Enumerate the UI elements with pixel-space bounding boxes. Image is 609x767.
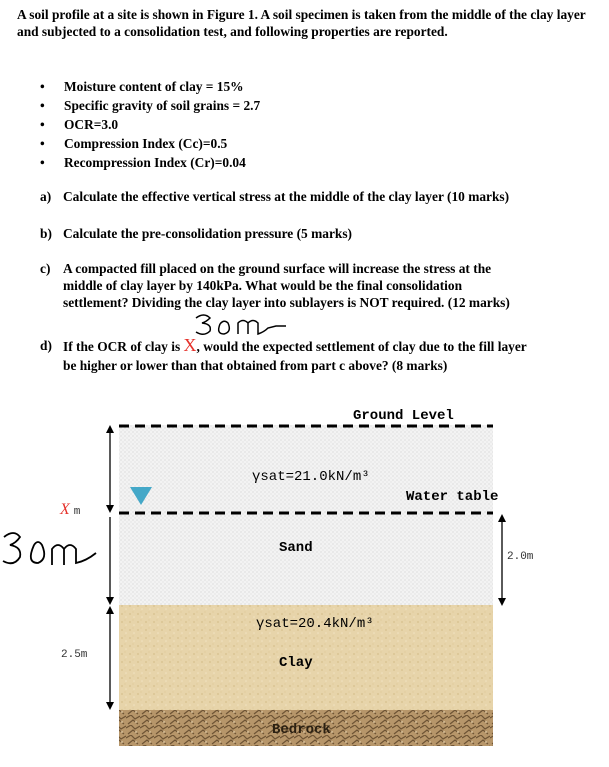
question-d bbox=[40, 337, 605, 373]
question-text-line: If the OCR of clay is X, would the expected settlement of clay due to the fill layer bbox=[63, 335, 527, 355]
x-unit: m bbox=[73, 506, 81, 518]
bullet-icon: • bbox=[40, 117, 45, 132]
dimension-label-right: 2.0m bbox=[507, 551, 534, 563]
x-depth-label bbox=[60, 501, 80, 519]
sand-unit-weight: γsat=21.0kN/m³ bbox=[252, 469, 370, 485]
arrow-down-icon bbox=[498, 598, 506, 606]
question-text: Calculate the pre-consolidation pressure (5 marks) bbox=[63, 226, 353, 241]
water-table-label: Water table bbox=[406, 489, 499, 505]
arrow-down-icon bbox=[106, 505, 114, 513]
bullet-icon: • bbox=[40, 155, 45, 170]
question-text: Calculate the effective vertical stress at the middle of the clay layer (10 marks) bbox=[63, 189, 510, 204]
x-symbol: X bbox=[60, 501, 70, 518]
dimension-label-clay: 2.5m bbox=[61, 649, 88, 661]
property-recompression-index: • Recompression Index (Cr)=0.04 bbox=[40, 155, 246, 170]
bullet-icon: • bbox=[40, 136, 45, 151]
question-letter: b) bbox=[40, 226, 52, 241]
clay-label: Clay bbox=[279, 655, 313, 671]
question-text-line: be higher or lower than that obtained from part c above? (8 marks) bbox=[63, 358, 448, 373]
arrow-up-icon bbox=[106, 425, 114, 433]
question-letter: a) bbox=[40, 189, 52, 204]
property-moisture: • Moisture content of clay = 15% bbox=[40, 79, 244, 94]
property-ocr: • OCR=3.0 bbox=[40, 117, 119, 132]
question-text-line: settlement? Dividing the clay layer into sublayers is NOT required. (12 marks) bbox=[63, 295, 510, 310]
sand-label: Sand bbox=[279, 540, 313, 556]
question-letter: c) bbox=[40, 261, 51, 276]
question-text-line: A compacted fill placed on the ground surface will increase the stress at the bbox=[63, 261, 492, 276]
handwritten-depth-note bbox=[3, 533, 96, 565]
ground-level-label: Ground Level bbox=[353, 408, 454, 424]
handwritten-ocr-note bbox=[190, 310, 290, 340]
bullet-icon: • bbox=[40, 79, 45, 94]
bedrock-label: Bedrock bbox=[272, 722, 331, 738]
arrow-up-icon bbox=[106, 606, 114, 614]
sand-layer bbox=[119, 425, 493, 605]
question-text-line: middle of clay layer by 140kPa. What would be the final consolidation bbox=[63, 278, 463, 293]
question-c bbox=[40, 260, 600, 312]
arrow-up-icon bbox=[498, 514, 506, 522]
x-variable: X bbox=[183, 335, 197, 355]
clay-unit-weight: γsat=20.4kN/m³ bbox=[256, 616, 374, 632]
bullet-icon: • bbox=[40, 98, 45, 113]
question-letter: d) bbox=[40, 338, 52, 353]
soil-profile-diagram bbox=[0, 395, 609, 767]
properties-list bbox=[40, 77, 260, 172]
intro-paragraph: A soil profile at a site is shown in Figure 1. A soil specimen is taken from the middle of the clay layer and subjected to a consolidation test, and following properties are reported. bbox=[17, 7, 586, 39]
property-specific-gravity: • Specific gravity of soil grains = 2.7 bbox=[40, 98, 261, 113]
arrow-down-icon bbox=[106, 702, 114, 710]
property-compression-index: • Compression Index (Cc)=0.5 bbox=[40, 136, 228, 151]
arrow-down-icon bbox=[106, 597, 114, 605]
